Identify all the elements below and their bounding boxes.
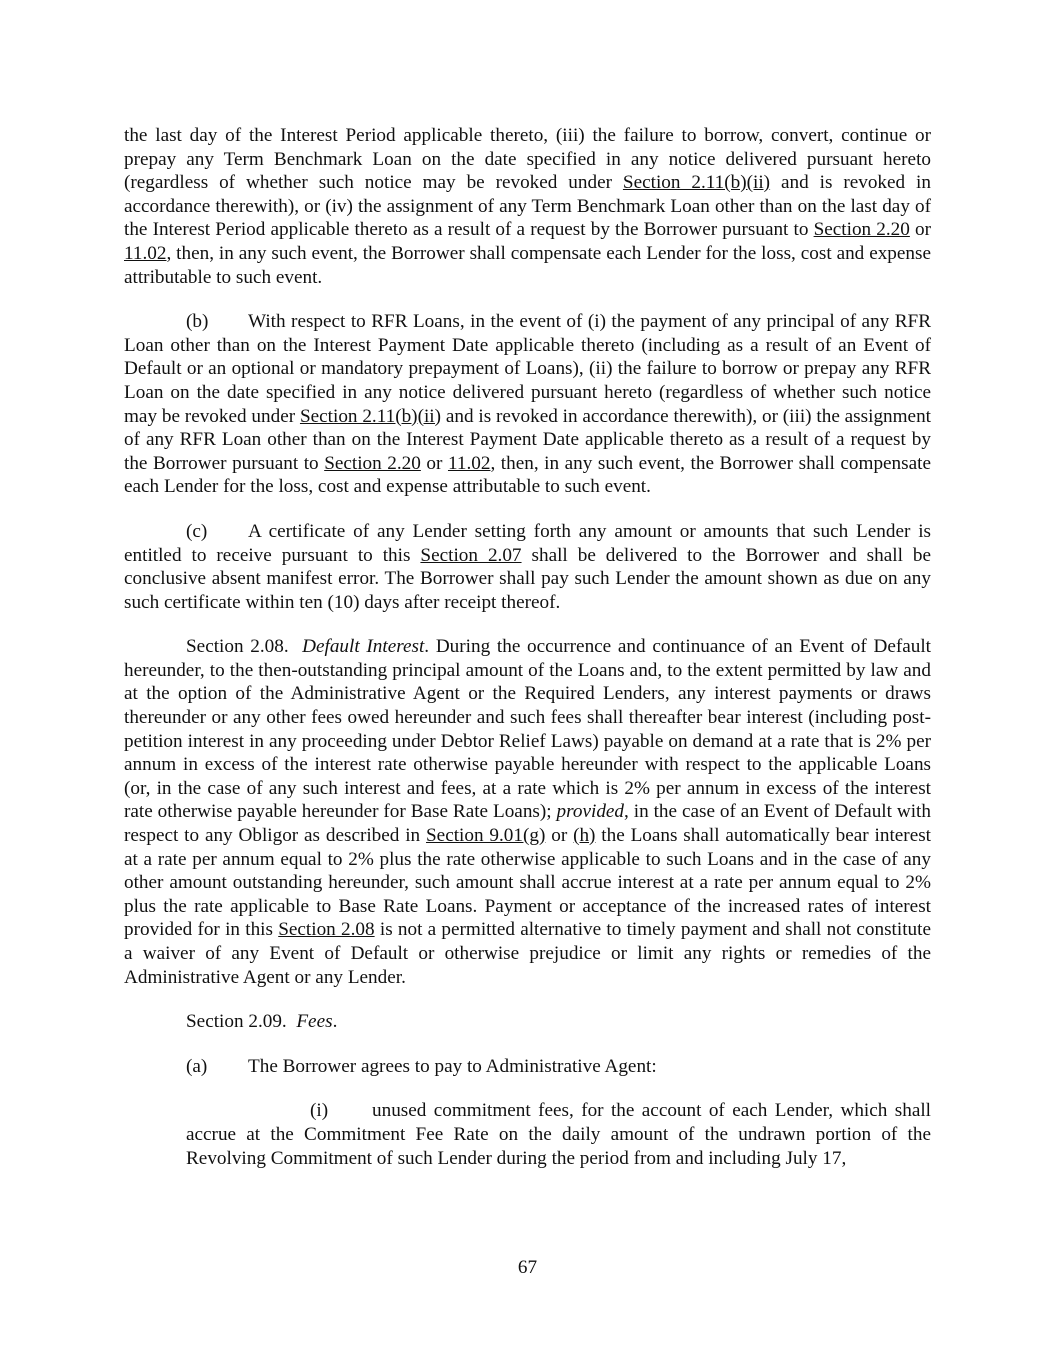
section-heading: Default Interest bbox=[302, 636, 425, 658]
section-reference-link: 11.02 bbox=[447, 452, 491, 474]
section-reference-link: Section 9.01(g) bbox=[426, 825, 546, 847]
section-reference-link: Section 2.20 bbox=[813, 219, 910, 241]
section-heading: Fees bbox=[296, 1011, 333, 1033]
clause-label: (a) bbox=[186, 1055, 208, 1077]
section-reference-link: 11.02 bbox=[124, 242, 167, 264]
section-2-08-paragraph: Section 2.08. Default Interest. During the occurrence and continuance of an Event of Default hereunder, to the then-outstanding principal amount of the Loans and, to the extent permitted by law and at the option of the Administrative Agent or the Required Lenders, any interest payments or draws thereunder or any other fees owed hereunder and such fees shall thereafter bear interest (including post-petition interest in any proceeding under Debtor Relief Laws) payable on demand at a rate that is 2% per annum in excess of the interest rate otherwise payable hereunder with respect to the applicable Loans (or, in the case of any such interest and fees, at a rate which is 2% per annum in excess of the interest rate otherwise payable hereunder for Base Rate Loans); provided, in the case of an Event of Default with respect to any Obligor as described in Section 9.01(g) or (h) the Loans shall automatically bear interest at a rate per annum equal to 2% plus the rate otherwise applicable to such Loans and in the case of any other amount outstanding hereunder, such amount shall accrue interest at a rate per annum equal to 2% plus the rate applicable to Base Rate Loans. Payment or acceptance of the increased rates of interest provided for in this Section 2.08 is not a permitted alternative to timely payment and shall not constitute a waiver of any Event of Default or otherwise prejudice or limit any rights or remedies of the Administrative Agent or any Lender. bbox=[124, 636, 932, 988]
paragraph-c: (c) A certificate of any Lender setting forth any amount or amounts that such Lender is entitled to receive pursuant to this Section 2.07 shall be delivered to the Borrower and shall be conclusive absent manifest error. The Borrower shall pay such Lender the amount shown as due on any such certificate within ten (10) days after receipt thereof. bbox=[124, 520, 931, 613]
section-2-09-heading: Section 2.09. Fees. bbox=[186, 1011, 338, 1033]
paragraph-b: (b) With respect to RFR Loans, in the event of (i) the payment of any principal of any RFR Loan other than on the Interest Payment Date applicable thereto (including as a result of an Event of Default or an optional or mandatory prepayment of Loans), (ii) the failure to borrow or prepay any RFR Loan on the date specified in any notice delivered pursuant hereto (regardless of whether such notice may be revoked under Section 2.11(b)(ii) and is revoked in accordance therewith), or (iii) the assignment of any RFR Loan other than on the Interest Payment Date applicable thereto as a result of a request by the Borrower pursuant to Section 2.20 or 11.02, then, in any such event, the Borrower shall compensate each Lender for the loss, cost and expense attributable to such event. bbox=[124, 311, 932, 498]
section-number: Section 2.09. bbox=[186, 1011, 287, 1033]
paragraph-a: (a) The Borrower agrees to pay to Administrative Agent: bbox=[186, 1055, 657, 1077]
clause-label: (c) bbox=[186, 520, 208, 542]
section-reference-link: Section 2.11(b)(ii) bbox=[622, 172, 771, 194]
clause-label: (i) bbox=[310, 1100, 329, 1122]
section-reference-link: Section 2.11(b)(ii) bbox=[299, 405, 442, 427]
section-reference-link: (h) bbox=[573, 825, 596, 847]
clause-label: (b) bbox=[186, 311, 209, 333]
document-page bbox=[124, 124, 931, 1191]
section-reference-link: Section 2.08 bbox=[278, 919, 375, 941]
section-reference-link: Section 2.07 bbox=[420, 544, 522, 566]
section-number: Section 2.08. bbox=[186, 636, 289, 658]
provided-term: provided bbox=[556, 801, 625, 823]
subparagraph-i: (i) unused commitment fees, for the account of each Lender, which shall accrue at the Commitment Fee Rate on the daily amount of the undrawn portion of the Revolving Commitment of such Lender during the period from and including July 17, bbox=[186, 1100, 931, 1169]
paragraph-continuation: the last day of the Interest Period applicable thereto, (iii) the failure to borrow, convert, continue or prepay any Term Benchmark Loan on the date specified in any notice delivered pursuant hereto (regardless of whether such notice may be revoked under Section 2.11(b)(ii) and is revoked in accordance therewith), or (iv) the assignment of any Term Benchmark Loan other than on the last day of the Interest Period applicable thereto as a result of a request by the Borrower pursuant to Section 2.20 or 11.02, then, in any such event, the Borrower shall compensate each Lender for the loss, cost and expense attributable to such event. bbox=[124, 125, 931, 288]
section-reference-link: Section 2.20 bbox=[324, 452, 421, 474]
page-number: 67 bbox=[517, 1257, 538, 1278]
